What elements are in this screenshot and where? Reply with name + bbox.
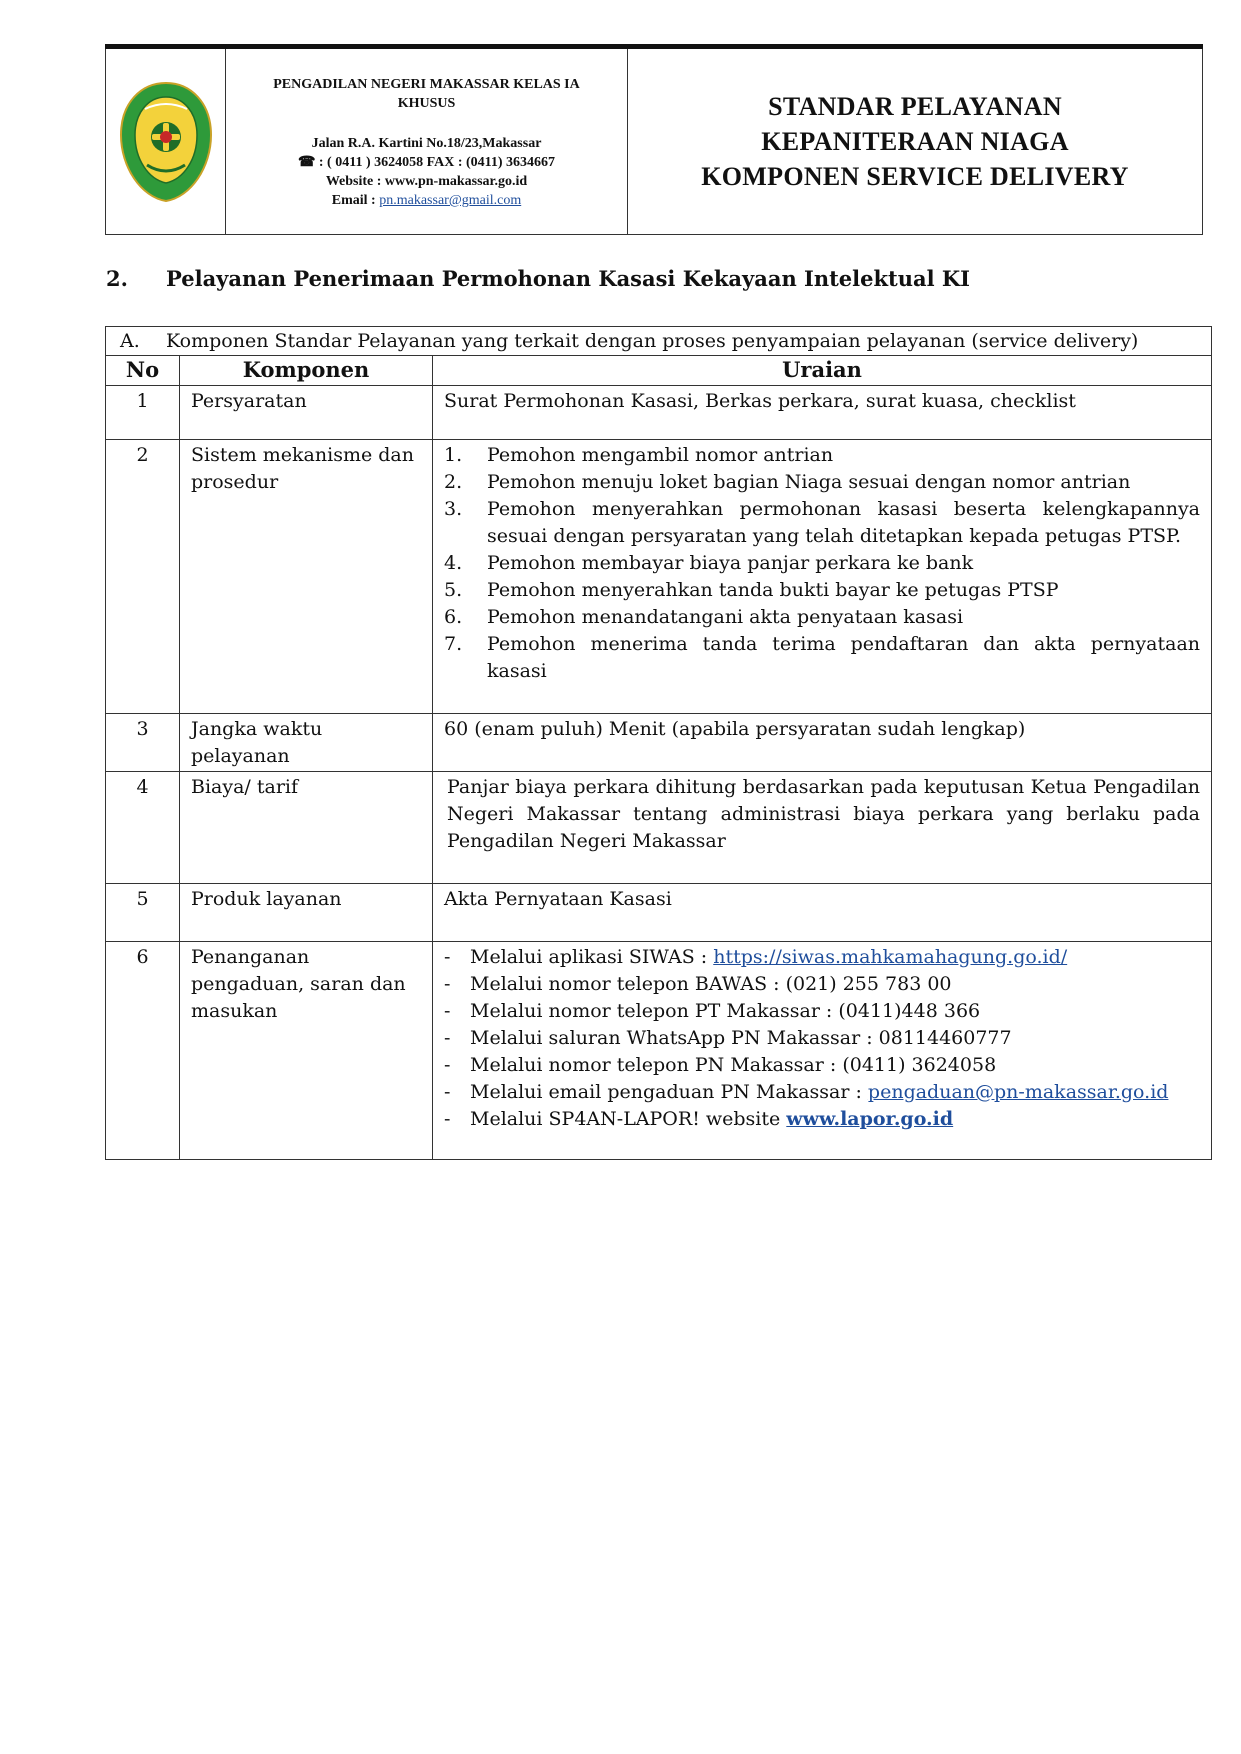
list-item [444,1079,1200,1106]
email-complaint-label: Melalui email pengaduan PN Makassar : [470,1081,868,1103]
list-item [444,631,1200,685]
step-text: Pemohon membayar biaya panjar perkara ke bank [487,552,974,574]
section-number: 2. [106,266,128,291]
bullet-dash: - [444,1081,451,1103]
step-number: 7. [444,633,463,655]
title-line-2: KEPANITERAAN NIAGA [761,127,1069,156]
bullet-dash: - [444,1054,451,1076]
row-description [433,440,1212,714]
bawas-phone: Melalui nomor telepon BAWAS : (021) 255 783 00 [470,973,952,995]
table-row [106,440,1212,714]
court-email-link[interactable]: pn.makassar@gmail.com [379,193,522,208]
siwas-label: Melalui aplikasi SIWAS : [470,946,714,968]
step-text: Pemohon menandatangani akta penyataan kasasi [487,606,964,628]
row-description: Akta Pernyataan Kasasi [433,884,1212,942]
step-number: 4. [444,552,463,574]
list-item [444,1052,1200,1079]
pn-phone: Melalui nomor telepon PN Makassar : (0411) 3624058 [470,1054,997,1076]
email-complaint-link[interactable]: pengaduan@pn-makassar.go.id [867,1081,1169,1103]
table-header-row [106,356,1212,386]
step-number: 3. [444,498,463,520]
complaint-channels [444,944,1200,1133]
step-text: Pemohon menyerahkan tanda bukti bayar ke petugas PTSP [487,579,1059,601]
list-item [444,550,1200,577]
whatsapp-number: Melalui saluran WhatsApp PN Makassar : 08114460777 [470,1027,1012,1049]
row-description [433,772,1212,884]
court-name: PENGADILAN NEGERI MAKASSAR KELAS IA KHUSUS [273,77,580,111]
section-title: Pelayanan Penerimaan Permohonan Kasasi Kekayaan Intelektual KI [166,266,970,291]
court-logo-cell [106,49,226,234]
court-logo [117,79,215,205]
table-row [106,942,1212,1160]
bullet-dash: - [444,1108,451,1130]
step-number: 1. [444,444,463,466]
step-text: Pemohon menerima tanda terima pendaftaran dan akta pernyataan kasasi [487,633,1201,682]
table-row [106,772,1212,884]
row-description: 60 (enam puluh) Menit (apabila persyaratan sudah lengkap) [433,714,1212,772]
step-number: 6. [444,606,463,628]
bullet-dash: - [444,1027,451,1049]
row-number: 1 [106,386,180,440]
list-item [444,971,1200,998]
row-component: Persyaratan [180,386,433,440]
siwas-link[interactable]: https://siwas.mahkamahagung.go.id/ [713,946,1068,968]
row-number: 6 [106,942,180,1160]
row-number: 2 [106,440,180,714]
court-email-line [226,191,627,210]
step-number: 2. [444,471,463,493]
header-description: Uraian [433,356,1212,386]
row-number: 3 [106,714,180,772]
step-text: Pemohon menyerahkan permohonan kasasi beserta kelengkapannya sesuai dengan persyaratan yang telah ditetapkan kepada petugas PTSP. [487,498,1201,547]
table-row [106,884,1212,942]
list-item [444,1106,1200,1133]
lapor-link[interactable]: www.lapor.go.id [786,1108,954,1130]
table-row [106,714,1212,772]
list-item [444,604,1200,631]
fee-text: Panjar biaya perkara dihitung berdasarkan pada keputusan Ketua Pengadilan Negeri Makassar tentang administrasi biaya perkara yang berlaku pada Pengadilan Negeri Makassar [447,776,1201,852]
list-item [444,577,1200,604]
lapor-label: Melalui SP4AN-LAPOR! website [470,1108,787,1130]
list-item [444,998,1200,1025]
service-standard-table [105,326,1212,1160]
court-phone-line [226,153,627,172]
list-item [444,469,1200,496]
table-caption-row [106,327,1212,356]
title-line-3: KOMPONEN SERVICE DELIVERY [701,162,1129,191]
row-description [433,942,1212,1160]
step-number: 5. [444,579,463,601]
bullet-dash: - [444,946,451,968]
list-item [444,496,1200,550]
document-title [628,49,1202,234]
bullet-dash: - [444,1000,451,1022]
list-item [444,442,1200,469]
court-email-label: Email : [331,193,376,208]
row-component: Jangka waktu pelayanan [180,714,433,772]
caption-letter: A. [120,330,140,352]
title-line-1: STANDAR PELAYANAN [768,92,1062,121]
row-number: 4 [106,772,180,884]
header-no: No [106,356,180,386]
list-item [444,944,1200,971]
phone-icon: ☎ [297,155,316,170]
court-contact-block [226,49,628,234]
list-item [444,1025,1200,1052]
row-component: Produk layanan [180,884,433,942]
bullet-dash: - [444,973,451,995]
section-heading [106,266,970,292]
step-text: Pemohon mengambil nomor antrian [487,444,834,466]
spacer [226,113,627,134]
step-text: Pemohon menuju loket bagian Niaga sesuai dengan nomor antrian [487,471,1131,493]
table-caption [106,327,1212,356]
letterhead [105,49,1203,235]
row-component: Biaya/ tarif [180,772,433,884]
row-number: 5 [106,884,180,942]
header-component: Komponen [180,356,433,386]
table-row [106,386,1212,440]
court-phone-fax: : ( 0411 ) 3624058 FAX : (0411) 3634667 [318,155,556,170]
caption-text: Komponen Standar Pelayanan yang terkait dengan proses penyampaian pelayanan (service delivery) [166,330,1139,352]
pt-phone: Melalui nomor telepon PT Makassar : (0411)448 366 [470,1000,981,1022]
row-component: Penanganan pengaduan, saran dan masukan [180,942,433,1160]
court-website: Website : www.pn-makassar.go.id [325,174,528,189]
procedure-steps [444,442,1200,685]
court-address: Jalan R.A. Kartini No.18/23,Makassar [311,136,542,151]
row-description: Surat Permohonan Kasasi, Berkas perkara, surat kuasa, checklist [433,386,1212,440]
row-component: Sistem mekanisme dan prosedur [180,440,433,714]
